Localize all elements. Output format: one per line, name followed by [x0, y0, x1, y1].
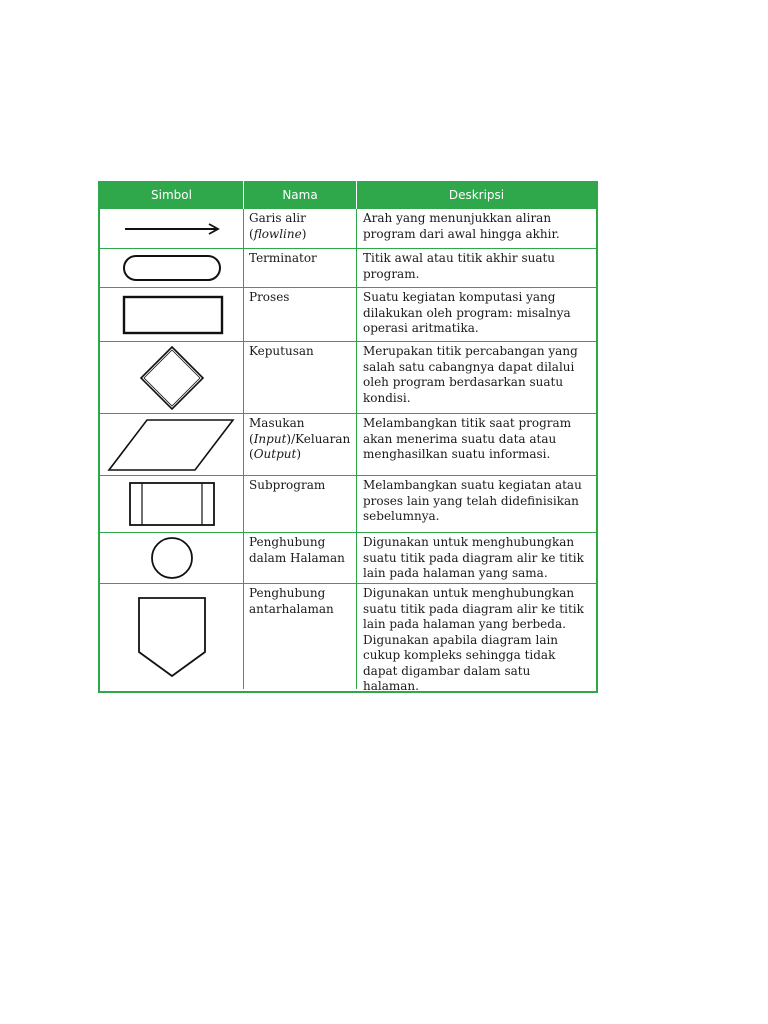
name-cell — [244, 533, 357, 583]
description-cell: Digunakan untuk menghubungkan suatu titik pada diagram alir ke titik lain pada halaman yang sama. — [363, 535, 584, 580]
description-cell: Arah yang menunjukkan aliran program dari awal hingga akhir. — [363, 211, 560, 241]
table-header — [100, 181, 596, 209]
symbol-cell — [100, 249, 244, 287]
name-paren-open: ( — [249, 226, 254, 241]
table-row — [100, 209, 596, 248]
header-name: Nama — [244, 181, 357, 209]
input-output-icon — [107, 417, 237, 473]
name-line: dalam Halaman — [249, 550, 345, 565]
name-italic: Input — [253, 431, 287, 446]
name-cell — [244, 584, 357, 689]
table-row — [100, 341, 596, 413]
subprogram-icon — [127, 480, 217, 528]
header-description: Deskripsi — [448, 188, 505, 202]
table-row — [100, 583, 596, 693]
description-cell: Titik awal atau titik akhir suatu program. — [363, 251, 556, 281]
symbol-cell — [100, 209, 244, 248]
name-italic: Output — [253, 447, 297, 461]
table-row — [100, 248, 596, 287]
name-paren-open: ( — [249, 431, 254, 446]
name-italic: flowline — [253, 226, 302, 241]
symbol-cell — [100, 342, 244, 413]
table-row — [100, 532, 596, 583]
name-paren-close: ) — [296, 447, 301, 461]
name-line: Garis alir — [249, 211, 306, 225]
decision-icon — [137, 344, 207, 412]
name-cell — [244, 209, 357, 248]
header-symbol: Simbol — [100, 181, 244, 209]
on-page-connector-icon — [147, 534, 197, 582]
name-line: Penghubung — [249, 586, 326, 600]
arrow-icon — [117, 222, 227, 236]
description-cell: Digunakan untuk menghubungkan suatu titik pada diagram alir ke titik lain pada halaman yang berbeda. Digunakan apabila diagram lain cukup kompleks sehingga tidak dapat digambar dalam satu halaman. — [363, 586, 584, 693]
description-cell: Suatu kegiatan komputasi yang dilakukan oleh program: misalnya operasi aritmatika. — [363, 290, 571, 335]
symbol-cell — [100, 533, 244, 583]
symbol-cell — [100, 414, 244, 475]
name-line: Masukan — [249, 416, 305, 430]
symbol-cell — [100, 476, 244, 532]
name-cell: Proses — [244, 288, 357, 341]
terminator-icon — [117, 253, 227, 283]
name-cell — [244, 414, 357, 475]
name-cell: Terminator — [244, 249, 357, 287]
table-row — [100, 413, 596, 475]
name-line: antarhalaman — [249, 601, 334, 616]
symbol-cell — [100, 288, 244, 341]
table-body — [100, 209, 596, 691]
table-row — [100, 287, 596, 341]
name-paren-close: ) — [301, 226, 307, 241]
name-cell: Subprogram — [244, 476, 357, 532]
name-line: Penghubung — [249, 535, 326, 549]
off-page-connector-icon — [132, 594, 212, 680]
table-row — [100, 475, 596, 532]
description-cell: Merupakan titik percabangan yang salah satu cabangnya dapat dilalui oleh program berdasarkan suatu kondisi. — [363, 344, 578, 405]
description-cell: Melambangkan titik saat program akan menerima suatu data atau menghasilkan suatu informasi. — [363, 416, 572, 461]
name-suffix: )/Keluaran — [286, 431, 351, 446]
name-cell: Keputusan — [244, 342, 357, 413]
name-paren-open: ( — [249, 447, 254, 461]
symbol-cell — [100, 584, 244, 689]
description-cell: Melambangkan suatu kegiatan atau proses lain yang telah didefinisikan sebelumnya. — [363, 478, 582, 523]
flowchart-symbol-table — [98, 181, 598, 693]
process-icon — [117, 293, 227, 337]
